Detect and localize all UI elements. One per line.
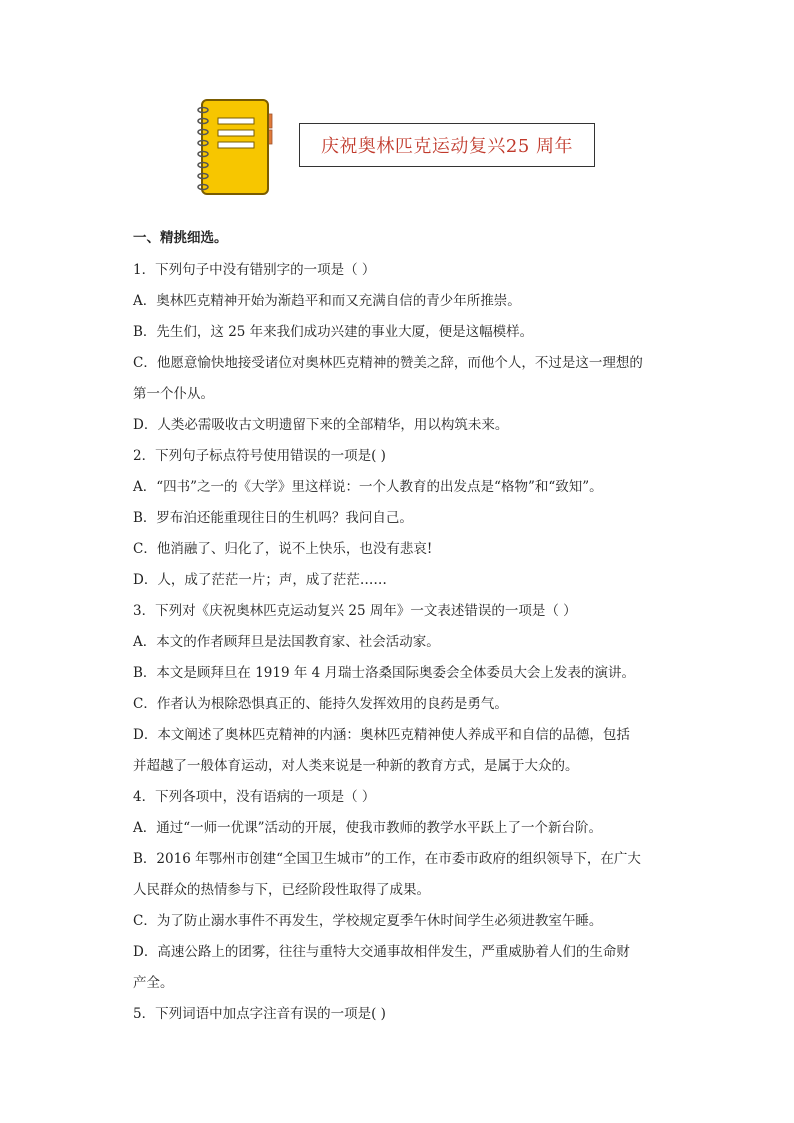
text-line: C．他消融了、归化了，说不上快乐，也没有悲哀!	[133, 541, 433, 557]
question-lines	[133, 255, 663, 1030]
text-line: B．本文是顾拜旦在 1919 年 4 月瑞士洛桑国际奥委会全体委员大会上发表的演讲。	[133, 665, 636, 681]
text-line: D．高速公路上的团雾，往往与重特大交通事故相伴发生，严重威胁着人们的生命财	[133, 944, 630, 960]
notebook-icon	[196, 98, 276, 196]
text-line: B．罗布泊还能重现往日的生机吗？我问自己。	[133, 510, 413, 526]
text-line: A．奥林匹克精神开始为渐趋平和而又充满自信的青少年所推崇。	[133, 293, 521, 309]
text-line: D．人类必需吸收古文明遗留下来的全部精华，用以构筑未来。	[133, 417, 509, 433]
question-content	[133, 226, 663, 1030]
section-title: 一、精挑细选。	[133, 230, 228, 246]
text-line: D．本文阐述了奥林匹克精神的内涵：奥林匹克精神使人养成平和自信的品德，包括	[133, 727, 630, 743]
text-line: C．他愿意愉快地接受诸位对奥林匹克精神的赞美之辞，而他个人，不过是这一理想的	[133, 355, 643, 371]
text-line: B．先生们，这 25 年来我们成功兴建的事业大厦，便是这幅模样。	[133, 324, 534, 340]
text-line: 产全。	[133, 975, 174, 991]
document-title: 庆祝奥林匹克运动复兴25 周年	[299, 123, 595, 167]
text-line: B．2016 年鄂州市创建“全国卫生城市”的工作，在市委市政府的组织领导下，在广大	[133, 851, 641, 867]
text-line: 并超越了一般体育运动，对人类来说是一种新的教育方式，是属于大众的。	[133, 758, 579, 774]
text-line: A．通过“一师一优课”活动的开展，使我市教师的教学水平跃上了一个新台阶。	[133, 820, 603, 836]
text-line: 3．下列对《庆祝奥林匹克运动复兴 25 周年》一文表述错误的一项是（ ）	[133, 603, 577, 619]
text-line: 2．下列句子标点符号使用错误的一项是( )	[133, 448, 386, 464]
header	[0, 0, 794, 200]
text-line: 5．下列词语中加点字注音有误的一项是( )	[133, 1006, 386, 1022]
text-line: 1．下列句子中没有错别字的一项是（ ）	[133, 262, 376, 278]
text-line: 人民群众的热情参与下，已经阶段性取得了成果。	[133, 882, 430, 898]
text-line: A．本文的作者顾拜旦是法国教育家、社会活动家。	[133, 634, 440, 650]
text-line: C．为了防止溺水事件不再发生，学校规定夏季午休时间学生必须进教室午睡。	[133, 913, 603, 929]
text-line: 4．下列各项中，没有语病的一项是（ ）	[133, 789, 376, 805]
text-line: D．人，成了茫茫一片；声，成了茫茫……	[133, 572, 387, 588]
text-line: 第一个仆从。	[133, 386, 214, 402]
text-line: A．“四书”之一的《大学》里这样说：一个人教育的出发点是“格物”和“致知”。	[133, 479, 603, 495]
text-line: C．作者认为根除恐惧真正的、能持久发挥效用的良药是勇气。	[133, 696, 508, 712]
